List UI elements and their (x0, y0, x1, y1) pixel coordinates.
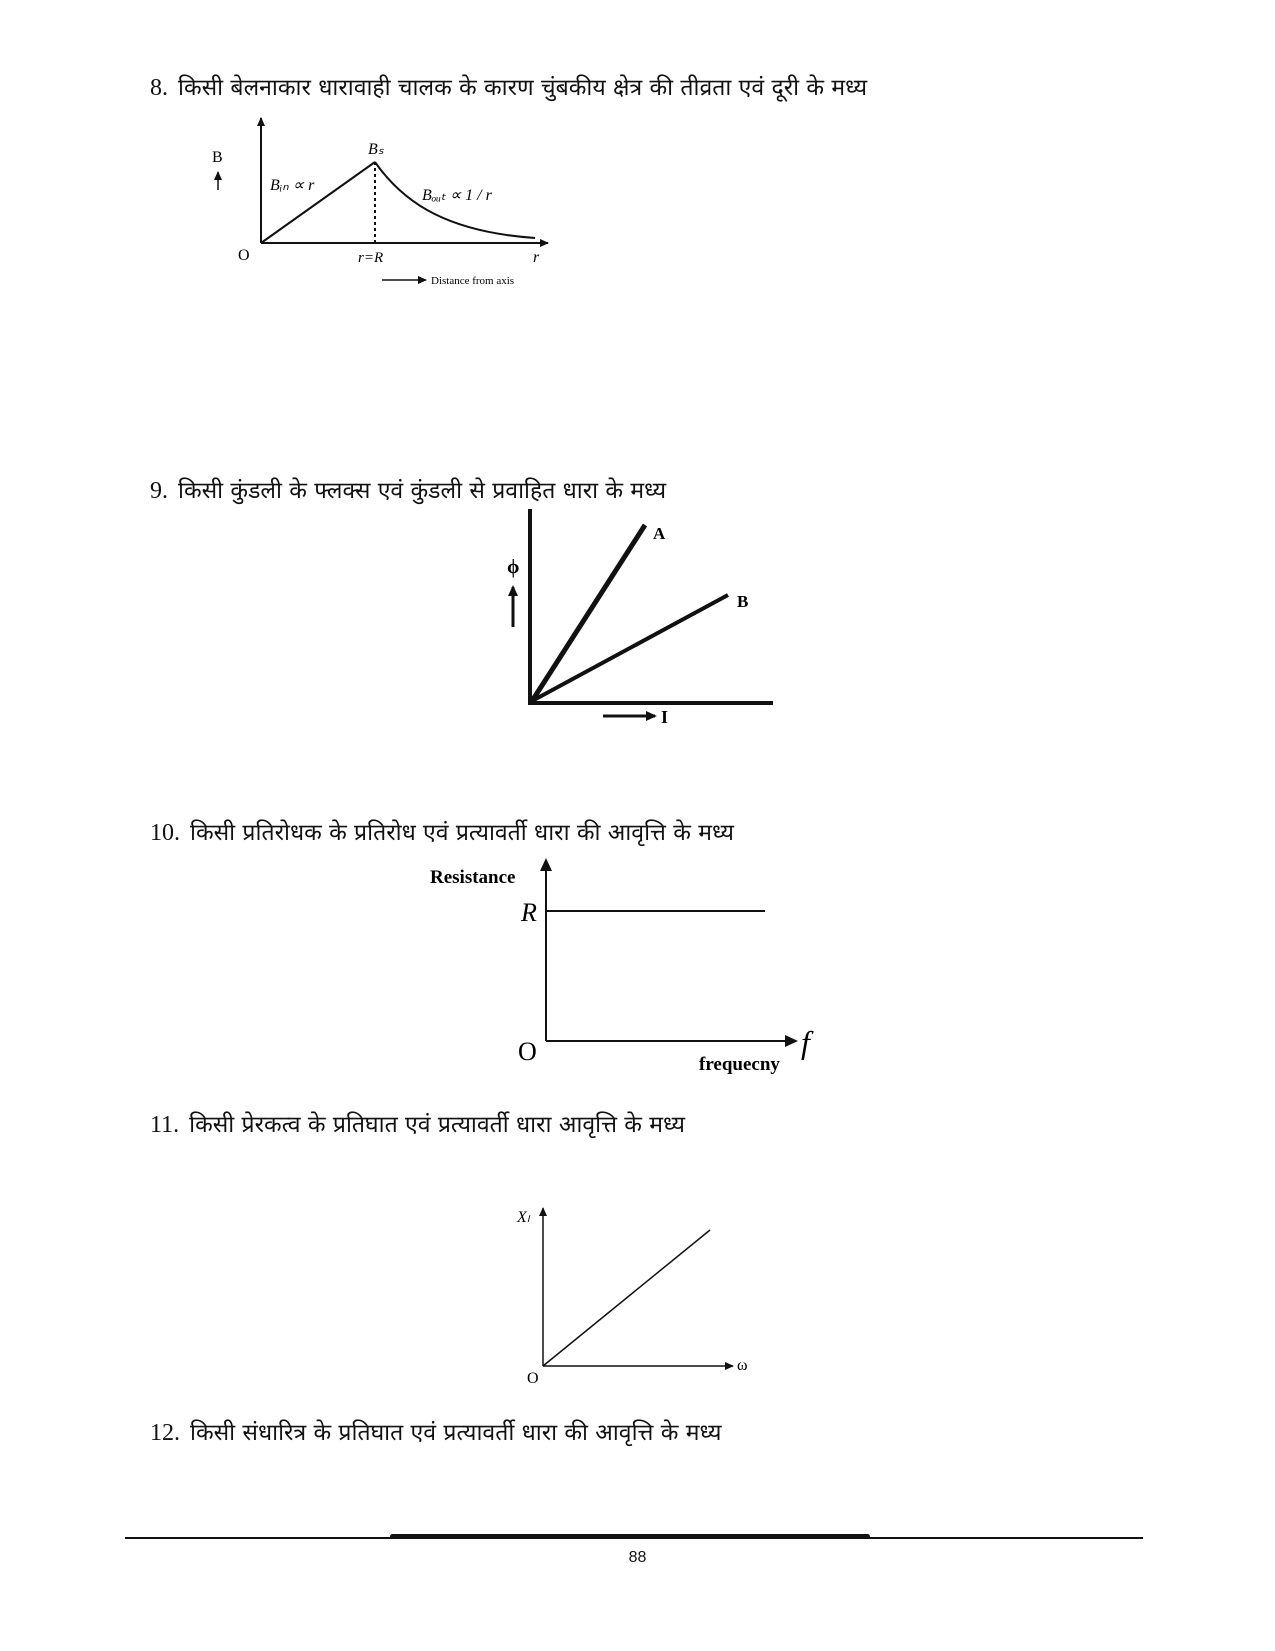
y-label: B (212, 149, 223, 166)
y-label: Xₗ (517, 1209, 530, 1226)
line-b-label: B (737, 592, 749, 611)
question-text: किसी प्रतिरोधक के प्रतिरोध एवं प्रत्यावर्ती धारा की आवृत्ति के मध्य (190, 820, 734, 846)
y-label: ϕ (507, 556, 520, 578)
question-number: 9. (150, 478, 168, 504)
x-label: frequecny (699, 1054, 780, 1075)
question-12 (150, 1415, 721, 1447)
origin-label: O (518, 1037, 537, 1066)
graph-flux-vs-current (495, 505, 785, 735)
x-label: ω (737, 1357, 748, 1374)
graph-resistance-vs-frequency (425, 855, 835, 1080)
outside-label: Bₒᵤₜ ∝ 1 / r (422, 187, 492, 204)
line-b (532, 595, 728, 701)
x-label: I (661, 707, 669, 727)
inside-line (261, 162, 375, 243)
reactance-line (543, 1230, 710, 1366)
question-text: किसी कुंडली के फ्लक्स एवं कुंडली से प्रवाहित धारा के मध्य (178, 478, 667, 504)
inside-label: Bᵢₙ ∝ r (270, 177, 315, 194)
peak-label: Bₛ (368, 141, 384, 158)
question-number: 12. (150, 1420, 180, 1446)
line-a (532, 525, 645, 701)
question-text: किसी प्रेरकत्व के प्रतिघात एवं प्रत्यावर्ती धारा आवृत्ति के मध्य (189, 1112, 685, 1138)
page-number: 88 (628, 1549, 647, 1566)
question-number: 10. (150, 820, 180, 846)
question-text: किसी बेलनाकार धारावाही चालक के कारण चुंबकीय क्षेत्र की तीव्रता एवं दूरी के मध्य (178, 75, 868, 101)
caption: Distance from axis (431, 275, 515, 287)
question-number: 11. (150, 1112, 180, 1138)
graph-reactance-vs-angular-frequency (505, 1200, 765, 1390)
level-label: R (521, 898, 537, 927)
origin-label: O (238, 247, 250, 264)
x-mark-label: r=R (358, 250, 384, 266)
question-number: 8. (150, 75, 168, 101)
footer-divider-thick (390, 1534, 870, 1539)
question-9 (150, 473, 666, 505)
question-11 (150, 1107, 685, 1139)
x-label: r (533, 249, 540, 266)
question-10 (150, 815, 734, 847)
origin-label: O (527, 1370, 539, 1387)
graph-magnetic-field-vs-distance (200, 110, 560, 300)
question-8 (150, 70, 867, 102)
line-a-label: A (653, 524, 666, 543)
question-text: किसी संधारित्र के प्रतिघात एवं प्रत्यावर्ती धारा की आवृत्ति के मध्य (190, 1420, 722, 1446)
y-label: Resistance (430, 867, 516, 888)
x-symbol: f (801, 1024, 810, 1060)
